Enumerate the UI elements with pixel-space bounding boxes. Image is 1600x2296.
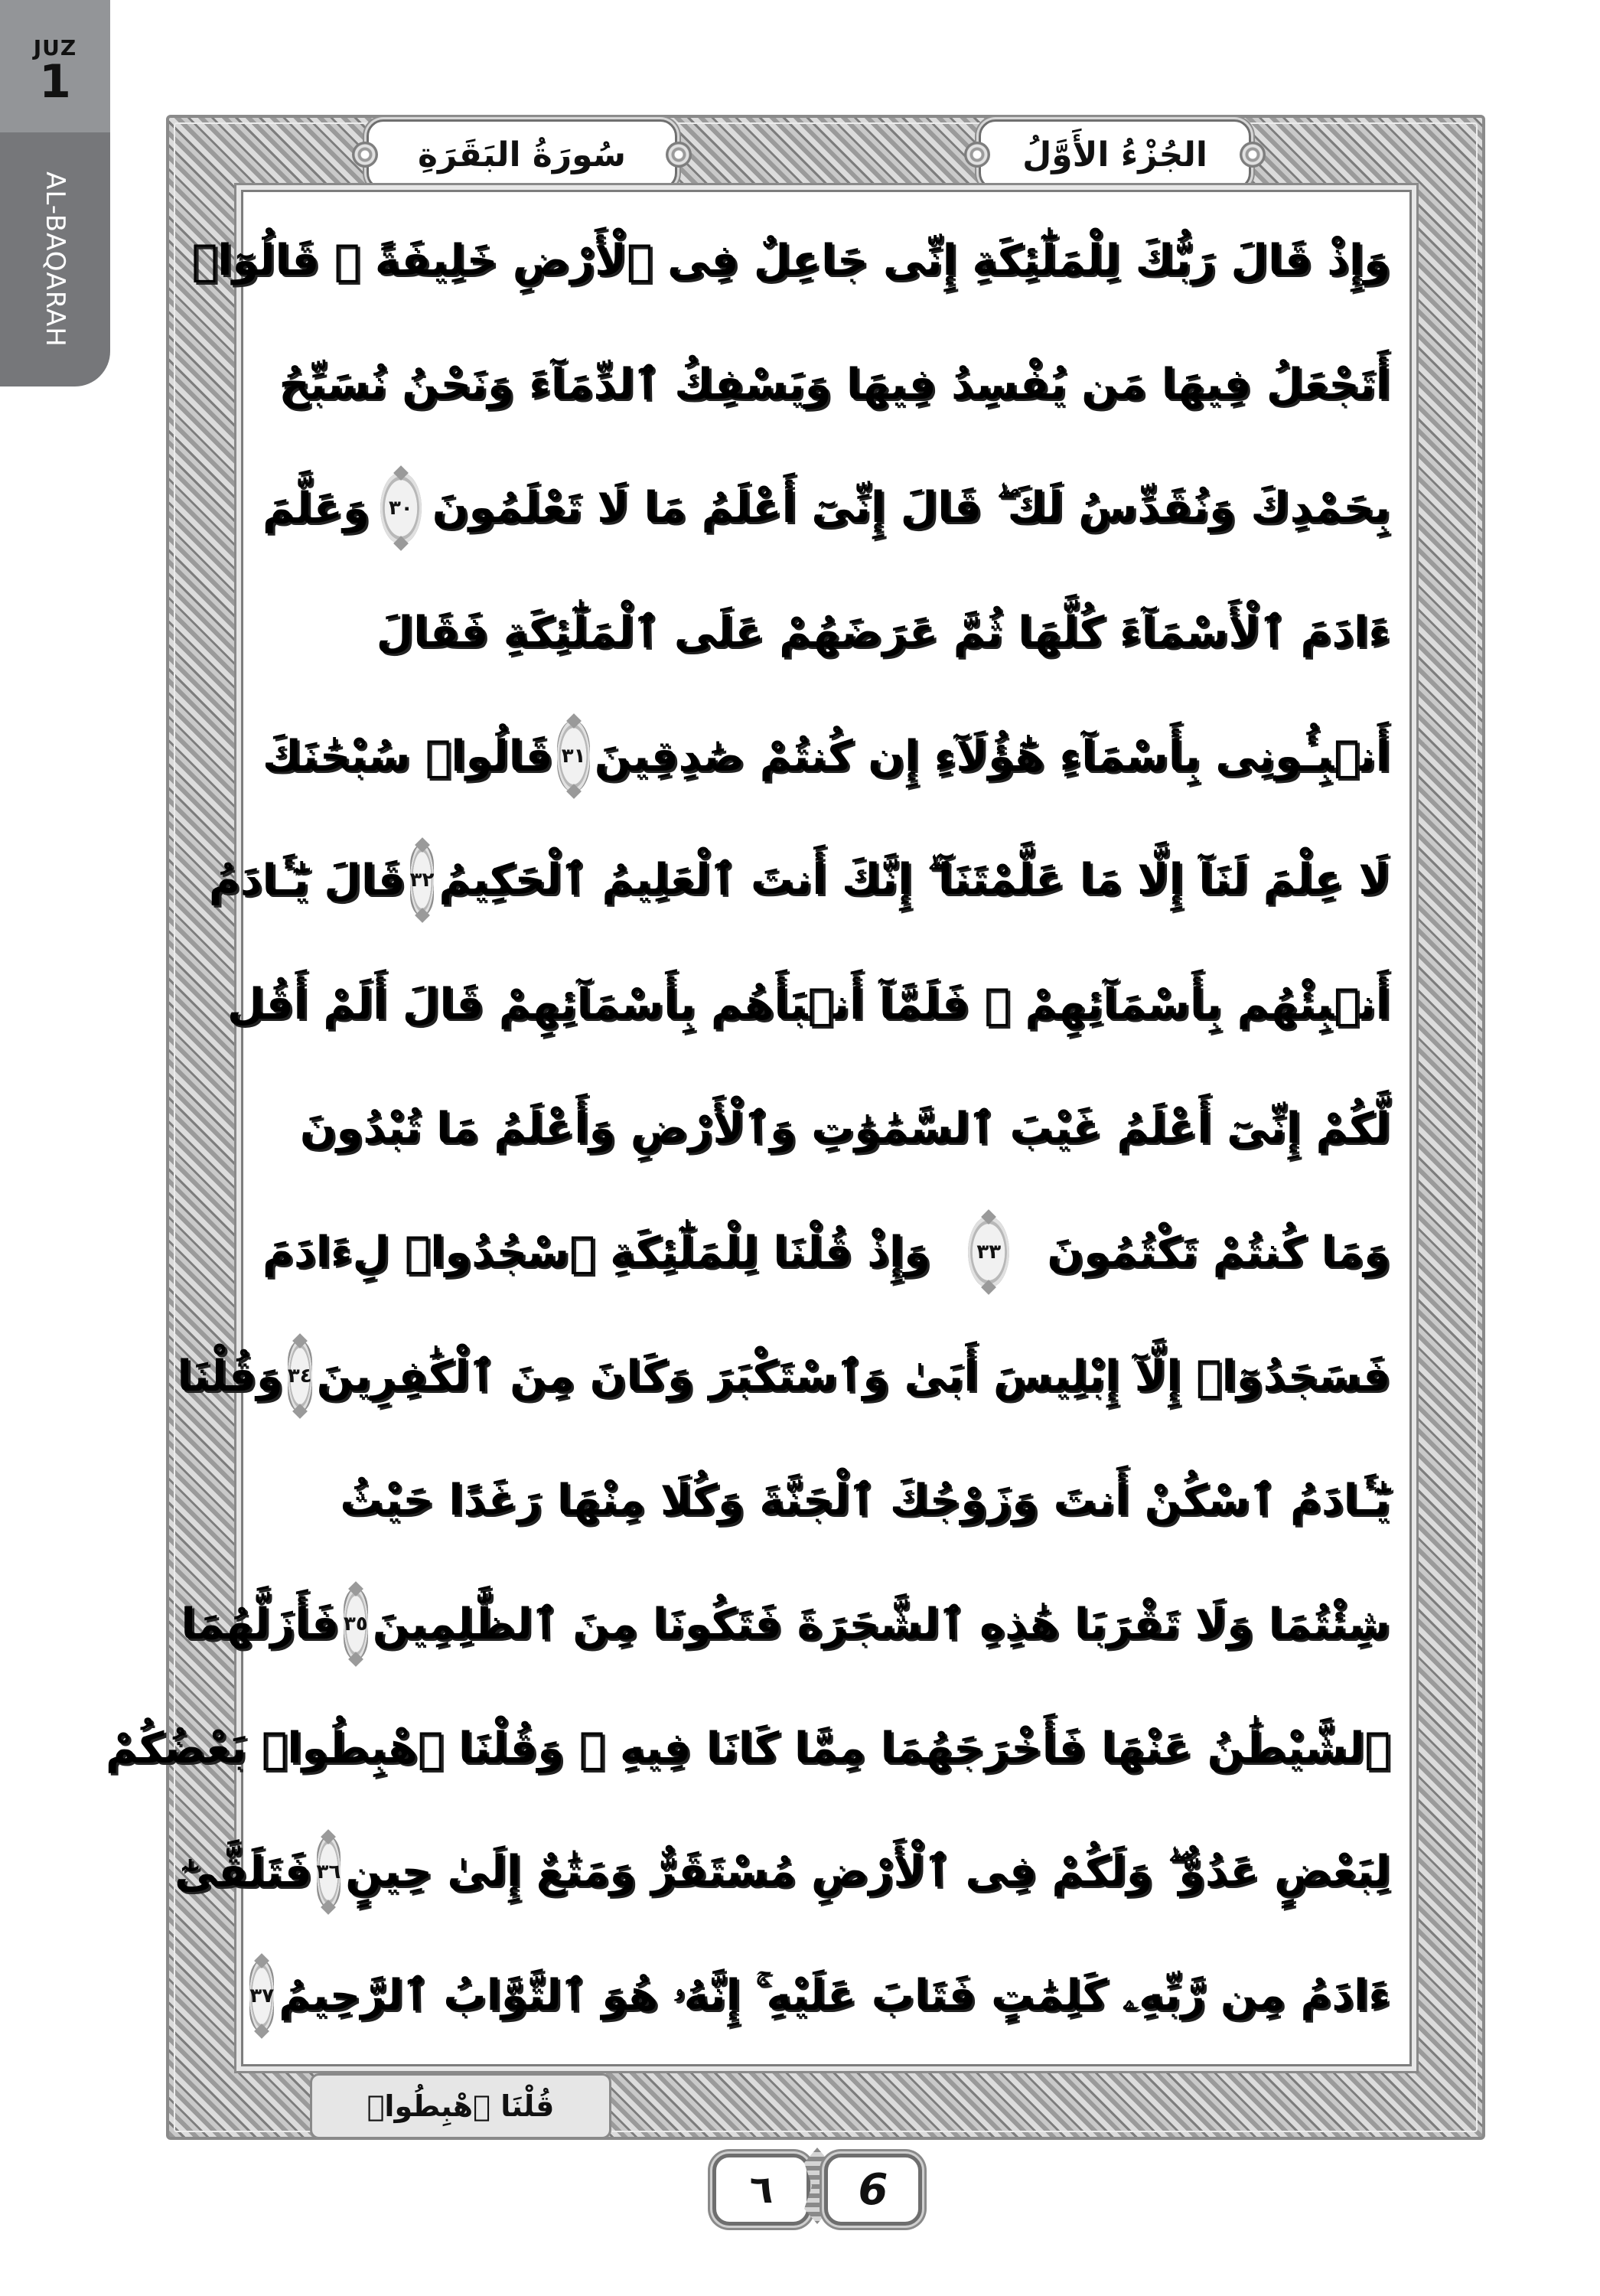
verse-text: فَسَجَدُوٓا۟ إِلَّآ إِبْلِيسَ أَبَىٰ وَٱسْتَكْبَرَ وَكَانَ مِنَ ٱلْكَٰفِرِينَ [316,1351,1390,1401]
verse-text: لَّكُمْ إِنِّىٓ أَعْلَمُ غَيْبَ ٱلسَّمَٰوَٰتِ وَٱلْأَرْضِ وَأَعْلَمُ مَا تُبْدُونَ [299,1103,1390,1153]
verse-text: ٱلشَّيْطَٰنُ عَنْهَا فَأَخْرَجَهُمَا مِمَّا كَانَا فِيهِ ۖ وَقُلْنَا ٱهْبِطُوا۟ بَعْضُكُمْ [105,1723,1390,1773]
verse-text: فَأَزَلَّهُمَا [181,1599,339,1649]
verse-line [262,703,1390,809]
juz-title: الجُزْءُ الأَوَّلُ [1022,135,1207,174]
verse-line [226,951,1390,1057]
verse-text: وَإِذْ قُلْنَا لِلْمَلَٰٓئِكَةِ ٱسْجُدُوا۟ لِءَادَمَ [262,1227,931,1277]
juz-label: JUZ [33,35,77,60]
page-footer [166,2070,1485,2140]
quran-text-panel [105,190,1412,2066]
verse-text: بِحَمْدِكَ وَنُقَدِّسُ لَكَ ۖ قَالَ إِنِّىٓ أَعْلَمُ مَا لَا تَعْلَمُونَ [432,483,1390,533]
verse-text: لَا عِلْمَ لَنَآ إِلَّا مَا عَلَّمْتَنَآ ۖ إِنَّكَ أَنتَ ٱلْعَلِيمُ ٱلْحَكِيمُ [438,855,1390,905]
rosette-ornament-icon [1240,142,1266,168]
juz-number: 1 [39,55,71,109]
verse-line [262,1075,1390,1181]
verse-text: شِئْتُمَا وَلَا تَقْرَبَا هَٰذِهِ ٱلشَّجَرَةَ فَتَكُونَا مِنَ ٱلظَّٰلِمِينَ [372,1599,1390,1649]
verse-text: يَٰٓـَٔادَمُ ٱسْكُنْ أَنتَ وَزَوْجُكَ ٱلْجَنَّةَ وَكُلَا مِنْهَا رَغَدًا حَيْثُ [340,1475,1390,1525]
page-number-latin: 6 [858,2164,888,2215]
verse-text: وَعَلَّمَ [262,483,370,533]
verse-line [249,1943,1390,2049]
rosette-ornament-icon [352,142,378,168]
rosette-ornament-icon [964,142,990,168]
rosette-ornament-icon [666,142,692,168]
verse-text: أَنۢبِئْهُم بِأَسْمَآئِهِمْ ۖ فَلَمَّآ أَنۢبَأَهُم بِأَسْمَآئِهِمْ قَالَ أَلَمْ أَقُل [226,979,1390,1029]
verse-line [262,455,1390,561]
verse-line [262,331,1390,437]
page-number-latin-box [824,2154,922,2226]
page-number-arabic: ٦ [749,2167,774,2212]
verse-text: ءَادَمُ مِن رَّبِّهِۦ كَلِمَٰتٍ فَتَابَ عَلَيْهِ ۚ إِنَّهُۥ هُوَ ٱلتَّوَّابُ ٱلرَّحِيمُ [279,1971,1390,2020]
verse-line [262,1199,1390,1305]
juz-title-cartouche [979,119,1251,190]
juz-indicator [0,0,110,132]
verse-text: ءَادَمَ ٱلْأَسْمَآءَ كُلَّهَا ثُمَّ عَرَضَهُمْ عَلَى ٱلْمَلَٰٓئِكَةِ فَقَالَ [376,607,1390,657]
verse-line [262,579,1390,685]
verse-line [177,1323,1390,1429]
ayah-end-marker: ٣٥ [344,1588,368,1660]
surah-indicator [0,132,110,386]
catchword-cartouche [310,2073,611,2139]
surah-name-latin: AL-BAQARAH [40,171,70,347]
page-number [708,2148,927,2224]
surah-title-cartouche [367,119,677,190]
verse-lines [105,207,1390,2049]
verse-line [208,827,1390,933]
page-number-arabic-box [712,2154,810,2226]
ayah-end-marker: ٣٦ [317,1836,341,1908]
verse-text: قَالَ يَٰٓـَٔادَمُ [208,855,406,905]
juz-side-tab [0,0,110,386]
surah-title: سُورَةُ البَقَرَةِ [417,135,627,174]
page-header [166,115,1485,190]
verse-text: أَنۢبِـُٔونِى بِأَسْمَآءِ هَٰٓؤُلَآءِ إِن كُنتُمْ صَٰدِقِينَ [594,731,1390,781]
verse-text: لِبَعْضٍ عَدُوٌّ ۖ وَلَكُمْ فِى ٱلْأَرْضِ مُسْتَقَرٌّ وَمَتَٰعٌ إِلَىٰ حِينٍ [345,1847,1390,1896]
verse-line [181,1571,1390,1677]
catchword: قُلْنَا ٱهْبِطُوا۟ [367,2089,555,2123]
verse-line [262,1447,1390,1553]
verse-line [191,207,1390,313]
ayah-end-marker: ٣١ [557,720,589,792]
ayah-end-marker: ٣٧ [249,1960,274,2032]
verse-text: فَتَلَقَّىٰٓ [174,1847,312,1897]
verse-text: وَقُلْنَا [177,1351,283,1401]
ayah-end-marker: ٣٣ [968,1216,1009,1288]
ayah-end-marker: ٣٤ [288,1340,312,1412]
verse-line [105,1695,1390,1801]
verse-text: وَمَا كُنتُمْ تَكْتُمُونَ [1047,1227,1390,1277]
ayah-end-marker: ٣٠ [380,472,422,544]
verse-text: وَإِذْ قَالَ رَبُّكَ لِلْمَلَٰٓئِكَةِ إِنِّى جَاعِلٌ فِى ٱلْأَرْضِ خَلِيفَةً ۖ قَالُوٓا۟ [191,235,1390,285]
ayah-end-marker: ٣٢ [410,844,435,916]
verse-line [174,1819,1390,1925]
verse-text: قَالُوا۟ سُبْحَٰنَكَ [262,731,553,781]
verse-text: أَتَجْعَلُ فِيهَا مَن يُفْسِدُ فِيهَا وَيَسْفِكُ ٱلدِّمَآءَ وَنَحْنُ نُسَبِّحُ [279,359,1390,409]
